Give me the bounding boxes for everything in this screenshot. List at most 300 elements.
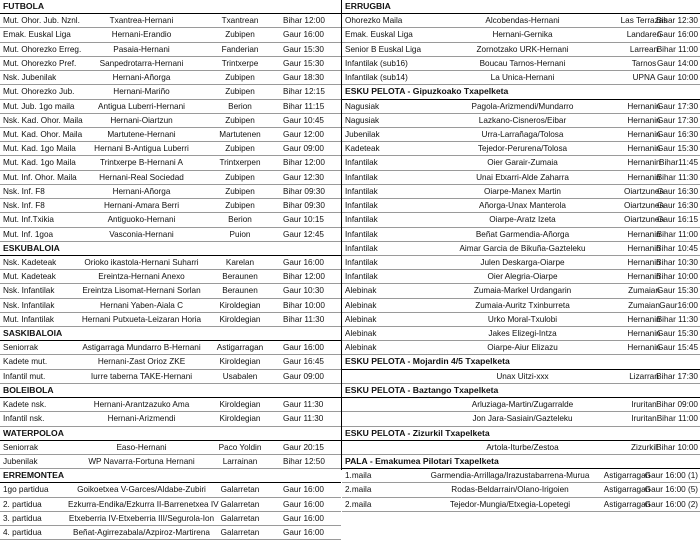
fixture-time: Gaur 15:30 — [283, 58, 324, 68]
fixture-category: Infantilak — [345, 158, 378, 168]
fixture-row — [342, 228, 700, 242]
fixture-venue: Zubipen — [225, 186, 255, 196]
fixture-category: 2.maila — [345, 485, 372, 495]
fixture-teams: Hernani B-Antigua Luberri — [94, 144, 189, 154]
fixture-teams: Antigua Luberri-Hernani — [98, 101, 185, 111]
fixture-venue: Usabalen — [222, 371, 258, 381]
fixture-row — [342, 185, 700, 199]
section-title: PALA - Emakumea Pilotari Txapelketa — [345, 456, 499, 466]
fixture-venue: Hernanin — [627, 272, 661, 282]
fixture-venue: Larrean — [629, 44, 659, 54]
fixture-category: Kadete nsk. — [3, 400, 47, 410]
fixture-teams: Easo-Hernani — [116, 442, 167, 452]
section-title: ESKU PELOTA - Baztango Txapelketa — [345, 384, 499, 395]
fixture-time: Gaur 16:00 — [657, 30, 698, 40]
fixture-row — [342, 114, 700, 128]
fixture-teams: Julen Deskarga-Oiarpe — [480, 257, 565, 267]
section-title: ESKU PELOTA - Gipuzkoako Txapelketa — [345, 86, 509, 97]
fixture-time: Gaur 11:30 — [283, 400, 324, 410]
fixture-row — [0, 483, 341, 497]
fixture-teams: Hernani-Real Sociedad — [99, 172, 184, 182]
fixture-time: Gaur 15:30 — [657, 329, 698, 339]
fixture-row — [0, 185, 341, 199]
section-header-waterpoloa — [0, 427, 341, 441]
right-column — [342, 0, 700, 509]
fixture-teams: Tejedor-Perurena/Tolosa — [477, 144, 568, 154]
fixture-time: Gaur 17:30 — [657, 115, 698, 125]
fixture-venue: Lizarran — [629, 371, 659, 381]
section-title: WATERPOLOA — [3, 427, 64, 438]
fixture-teams: Trintxerpe B-Hernani A — [100, 158, 183, 168]
fixture-venue: Oiartzunen — [623, 186, 665, 196]
section-header-erremontea — [0, 469, 341, 483]
fixture-row — [342, 213, 700, 227]
fixture-teams: Oiarpe-Manex Martin — [484, 186, 561, 196]
fixture-row — [342, 469, 700, 483]
fixture-time: Gaur 16:00 — [283, 257, 324, 267]
fixture-time: Bihar 10:00 — [283, 300, 325, 310]
fixture-category: Mut. Ohor. Jub. Nznl. — [3, 16, 80, 26]
fixture-row — [0, 512, 341, 526]
fixture-time: Gaur 16:45 — [283, 357, 324, 367]
fixture-venue: Berion — [228, 215, 252, 225]
fixture-category: Nsk. Inf. F8 — [3, 186, 45, 196]
fixture-time: Bihar11:45 — [659, 158, 698, 168]
fixture-venue: Hernanin — [627, 144, 661, 154]
fixture-row — [0, 313, 341, 327]
fixture-row — [0, 142, 341, 156]
fixture-teams: Hernani-Añorga — [112, 73, 171, 83]
fixture-venue: Kiroldegian — [219, 414, 261, 424]
fixture-teams: Hernani-Erandio — [111, 30, 172, 40]
fixture-time: Gaur 16:30 — [657, 186, 698, 196]
fixture-row — [342, 128, 700, 142]
fixture-category: Senior B Euskal Liga — [345, 44, 422, 54]
section-title: FUTBOLA — [3, 1, 45, 11]
fixture-teams: Txantrea-Hernani — [109, 16, 174, 26]
fixture-time: Gaur 16:00 — [283, 528, 324, 538]
fixture-row — [0, 498, 341, 512]
fixture-venue: Galarretan — [220, 528, 260, 538]
fixture-row — [0, 299, 341, 313]
section-header-errugbia — [342, 0, 700, 14]
fixture-row — [342, 370, 700, 384]
fixture-teams: Beñat Garmendia-Añorga — [475, 229, 570, 239]
fixture-time: Bihar 09:30 — [283, 186, 325, 196]
fixture-venue: Astigarragan — [603, 471, 651, 481]
fixture-row — [342, 483, 700, 497]
fixture-teams: Martutene-Hernani — [107, 129, 176, 139]
fixture-time: Gaur 11:30 — [283, 414, 324, 424]
fixture-category: 2.maila — [345, 499, 372, 509]
fixture-category: 1.maila — [345, 471, 372, 481]
fixture-row — [0, 228, 341, 242]
section-title: SASKIBALOIA — [3, 328, 63, 339]
fixture-venue: Trintxerpe — [221, 58, 259, 68]
fixture-teams: Arluziaga-Martin/Zugarralde — [471, 400, 574, 410]
fixture-venue: Kiroldegian — [219, 400, 261, 410]
fixture-venue: UPNA — [632, 73, 656, 83]
fixture-teams: Hernani Yaben-Aiala C — [100, 300, 183, 310]
fixture-row — [0, 526, 341, 540]
fixture-category: Alebinak — [345, 329, 377, 339]
fixture-row — [0, 156, 341, 170]
fixture-row — [0, 355, 341, 369]
fixture-teams: Hernani-Gernika — [492, 30, 553, 40]
fixture-category: Infantilak — [345, 257, 378, 267]
fixture-teams: Artola-Iturbe/Zestoa — [486, 442, 559, 452]
fixture-teams: Orioko ikastola-Hernani Suharri — [84, 257, 199, 267]
fixture-category: Infantilak — [345, 186, 378, 196]
fixture-venue: Hernanin — [627, 329, 661, 339]
fixture-time: Bihar 10:30 — [656, 257, 698, 267]
fixture-row — [342, 242, 700, 256]
fixture-venue: Martutenen — [219, 129, 261, 139]
fixture-venue: Hernanin — [627, 343, 661, 353]
fixture-teams: Jon Jara-Sasiain/Gazteleku — [472, 414, 573, 424]
fixture-teams: Hernani-Arizmendi — [107, 414, 176, 424]
fixture-venue: Iruritan — [631, 414, 657, 424]
fixture-teams: Ezkurra-Endika/Ezkurra II-Barrenetxea IV — [68, 499, 219, 509]
fixture-category: Alebinak — [345, 286, 377, 296]
fixture-venue: Zumaian — [628, 300, 660, 310]
fixture-teams: Ereintza-Hernani Anexo — [98, 272, 185, 282]
fixture-venue: Kiroldegian — [219, 314, 261, 324]
fixture-venue: Txantrean — [221, 16, 259, 26]
fixture-venue: Zizurkil — [631, 442, 657, 452]
fixture-row — [0, 57, 341, 71]
fixture-time: Gaur 16:00 — [283, 499, 324, 509]
fixture-category: Mut. Inf. Ohor. Maila — [3, 172, 77, 182]
fixture-category: Kadete mut. — [3, 357, 48, 367]
fixture-time: Bihar 17:30 — [656, 371, 698, 381]
fixture-category: Infantilak (sub14) — [345, 73, 408, 83]
fixture-category: Nagusiak — [345, 101, 380, 111]
fixture-time: Gaur 16:30 — [657, 129, 698, 139]
fixture-teams: Antiguoko-Hernani — [107, 215, 176, 225]
fixture-time: Gaur 16:00 — [283, 485, 324, 495]
fixture-teams: Urko Moral-Txulobi — [487, 314, 558, 324]
fixture-time: Bihar 12:50 — [283, 457, 325, 466]
fixture-time: Bihar 12:15 — [283, 87, 325, 97]
section-header-pala-emakumea-pilotari-txapelketa — [342, 455, 700, 469]
fixture-row — [342, 142, 700, 156]
fixture-category: Nsk. Kad. Ohor. Maila — [3, 115, 83, 125]
fixture-venue: Galarretan — [220, 513, 260, 523]
fixture-category: Infantilak — [345, 172, 378, 182]
fixture-teams: Etxeberria IV-Etxeberria III/Segurola-Ion — [68, 513, 215, 523]
fixture-row — [0, 370, 341, 384]
fixture-venue: Galarretan — [220, 499, 260, 509]
fixture-category: Emak. Euskal Liga — [3, 30, 71, 40]
fixture-category: Infantilak — [345, 229, 378, 239]
fixture-row — [342, 14, 700, 28]
fixture-teams: Añorga-Unax Manterola — [479, 201, 566, 211]
fixture-row — [0, 441, 341, 455]
fixture-venue: Hernanin — [627, 158, 661, 168]
fixture-row — [0, 85, 341, 99]
fixture-teams: Unai Etxarri-Alde Zaharra — [476, 172, 569, 182]
fixture-category: Mut. Jub. 1go maila — [3, 101, 75, 111]
fixture-category: Nsk. Infantilak — [3, 300, 55, 310]
fixture-category: Mut. Infantilak — [3, 314, 54, 324]
fixture-venue: Zubipen — [225, 172, 255, 182]
fixture-row — [342, 28, 700, 42]
section-title: ESKU PELOTA - Mojardin 4/5 Txapelketa — [345, 356, 510, 367]
fixture-row — [342, 313, 700, 327]
fixture-row — [0, 128, 341, 142]
fixture-teams: Aimar Garcia de Bikuña-Gazteleku — [459, 243, 586, 253]
fixture-teams: Ereintza Lisomat-Hernani Sorlan — [82, 286, 201, 296]
fixture-time: Gaur 17:30 — [657, 101, 698, 111]
fixture-time: Bihar 09:30 — [283, 201, 325, 211]
fixture-row — [0, 284, 341, 298]
fixture-time: Bihar 11:30 — [656, 172, 698, 182]
fixture-teams: Oier Garair-Zumaia — [487, 158, 558, 168]
fixture-category: Mut. Inf.Txikia — [3, 215, 54, 225]
fixture-teams: Hernani-Oiartzun — [110, 115, 173, 125]
fixture-row — [342, 71, 700, 85]
fixture-row — [342, 299, 700, 313]
fixture-row — [0, 412, 341, 426]
fixture-venue: Zubipen — [225, 144, 255, 154]
fixture-time: Gaur 16:00 (2) — [644, 499, 698, 509]
fixture-time: Bihar 10:00 — [656, 272, 698, 282]
fixture-category: Mut. Kad. Ohor. Maila — [3, 129, 83, 139]
fixture-row — [342, 398, 700, 412]
fixture-time: Bihar 11:30 — [283, 314, 325, 324]
fixture-category: Nsk. Inf. F8 — [3, 201, 45, 211]
fixture-teams: Sanpedrotarra-Hernani — [99, 58, 184, 68]
section-title: ESKU PELOTA - Zizurkil Txapelketa — [345, 427, 490, 438]
fixture-teams: Rodas-Beldarrain/Olano-Irigoien — [451, 485, 569, 495]
fixture-category: Mut. Inf. 1goa — [3, 229, 54, 239]
section-header-esku-pelota-zizurkil-txapelketa — [342, 427, 700, 441]
fixture-row — [0, 256, 341, 270]
fixture-teams: Tejedor-Mungia/Etxegia-Lopetegi — [449, 499, 571, 509]
fixture-teams: Hernani-Mariño — [113, 87, 170, 97]
fixture-category: 1go partidua — [3, 485, 49, 495]
fixture-time: Gaur 09:00 — [283, 371, 324, 381]
fixture-venue: Tarnos — [631, 58, 657, 68]
fixture-category: Infantilak — [345, 243, 378, 253]
section-header-esku-pelota-baztango-txapelketa — [342, 384, 700, 398]
fixture-category: Emak. Euskal Liga — [345, 30, 413, 40]
fixture-venue: Iruritan — [631, 400, 657, 410]
fixture-category: 3. partidua — [3, 513, 42, 523]
fixture-time: Bihar 10:00 — [656, 442, 698, 452]
fixture-venue: Fanderian — [221, 44, 259, 54]
fixture-time: Bihar 09:00 — [656, 400, 698, 410]
fixture-row — [342, 441, 700, 455]
fixture-venue: Karelan — [225, 257, 255, 267]
fixture-category: 2. partidua — [3, 499, 42, 509]
fixture-teams: Hernani-Arantzazuko Ama — [93, 400, 190, 410]
fixture-teams: Hernani Putxueta-Leizaran Horia — [81, 314, 202, 324]
fixture-time: Bihar 11:00 — [656, 414, 698, 424]
fixture-row — [0, 455, 341, 469]
section-header-futbola — [0, 0, 341, 14]
fixture-venue: Hernanin — [627, 129, 661, 139]
fixture-teams: Unax Uitzi-xxx — [496, 371, 549, 381]
fixture-category: Mut. Kadeteak — [3, 272, 56, 282]
fixture-time: Gaur 15:30 — [657, 144, 698, 154]
fixture-venue: Hernanin — [627, 257, 661, 267]
section-header-saskibaloia — [0, 327, 341, 341]
fixture-row — [342, 43, 700, 57]
fixture-row — [342, 498, 700, 512]
fixture-venue: Hernanin — [627, 172, 661, 182]
fixture-row — [0, 341, 341, 355]
fixture-category: Nagusiak — [345, 115, 380, 125]
fixture-venue: Larrainan — [222, 457, 258, 466]
fixture-time: Bihar 11:00 — [656, 44, 698, 54]
fixture-category: Alebinak — [345, 343, 377, 353]
fixture-venue: Zubipen — [225, 201, 255, 211]
fixture-row — [0, 199, 341, 213]
fixture-time: Gaur 09:00 — [283, 144, 324, 154]
fixture-venue: Zumaian — [628, 286, 660, 296]
left-column — [0, 0, 342, 538]
fixture-teams: Beñat-Agirrezabala/Azpiroz-Martirena — [73, 528, 210, 538]
fixture-teams: Hernani-Zast Orioz ZKE — [97, 357, 186, 367]
fixture-teams: Zumaia-Markel Urdangarin — [473, 286, 572, 296]
fixture-category: Seniorrak — [3, 343, 39, 353]
fixture-category: Mut. Ohorezko Pref. — [3, 58, 77, 68]
fixture-row — [342, 100, 700, 114]
fixture-venue: Oiartzunen — [623, 201, 665, 211]
fixture-time: Gaur 10:45 — [283, 115, 324, 125]
fixture-venue: Trintxerpen — [219, 158, 261, 168]
fixture-venue: Hernanin — [627, 243, 661, 253]
section-title: BOLEIBOLA — [3, 384, 54, 395]
fixture-teams: Jakes Elizegi-Intza — [488, 329, 557, 339]
fixture-time: Gaur 14:00 — [657, 58, 698, 68]
section-header-eskubaloia — [0, 242, 341, 256]
fixture-teams: Iurre taberna TAKE-Hernani — [90, 371, 193, 381]
fixture-row — [342, 270, 700, 284]
fixture-teams: Pasaia-Hernani — [113, 44, 170, 54]
fixture-time: Gaur16:00 — [659, 300, 698, 310]
fixture-teams: Boucau Tarnos-Hernani — [479, 58, 566, 68]
fixture-time: Gaur 10:15 — [283, 215, 324, 225]
fixture-teams: Hernani-Amara Berri — [103, 201, 180, 211]
fixture-time: Gaur 12:30 — [283, 172, 324, 182]
fixture-venue: Paco Yoldin — [218, 442, 262, 452]
fixture-venue: Kiroldegian — [219, 300, 261, 310]
fixture-time: Gaur 16:00 (1) — [644, 471, 698, 481]
fixture-teams: Hernani-Añorga — [112, 186, 171, 196]
fixture-time: Bihar 11:30 — [656, 314, 698, 324]
fixture-category: Seniorrak — [3, 442, 39, 452]
fixture-teams: Oier Alegria-Oiarpe — [487, 272, 558, 282]
fixture-row — [342, 284, 700, 298]
fixture-time: Gaur 15:30 — [283, 44, 324, 54]
fixture-time: Gaur 16:15 — [657, 215, 698, 225]
fixture-row — [0, 100, 341, 114]
fixture-row — [342, 171, 700, 185]
fixture-time: Gaur 16:00 (5) — [644, 485, 698, 495]
fixture-time: Gaur 16:00 — [283, 513, 324, 523]
fixture-teams: Garmendia-Arrillaga/Irazustabarrena-Murua — [430, 471, 590, 481]
fixture-teams: Oiarpe-Aiur Elizazu — [487, 343, 558, 353]
fixture-row — [342, 156, 700, 170]
fixture-category: Infantil nsk. — [3, 414, 45, 424]
fixture-row — [342, 256, 700, 270]
fixture-time: Bihar 12:00 — [283, 158, 325, 168]
fixture-venue: Zubipen — [225, 30, 255, 40]
fixture-category: Alebinak — [345, 300, 377, 310]
fixture-time: Gaur 12:45 — [283, 229, 324, 239]
fixture-category: Infantilak (sub16) — [345, 58, 408, 68]
fixture-venue: Kiroldegian — [219, 357, 261, 367]
fixture-time: Gaur 15:45 — [657, 343, 698, 353]
fixture-category: Jubenilak — [345, 129, 380, 139]
fixture-venue: Beraunen — [222, 272, 258, 282]
fixture-category: Ohorezko Maila — [345, 16, 403, 26]
fixture-category: Kadeteak — [345, 144, 380, 154]
fixture-teams: Lazkano-Cisneros/Eibar — [478, 115, 567, 125]
fixture-teams: La Unica-Hernani — [490, 73, 555, 83]
fixture-venue: Puion — [229, 229, 251, 239]
fixture-venue: Las Terrazas — [620, 16, 668, 26]
fixture-venue: Zubipen — [225, 73, 255, 83]
fixture-row — [0, 14, 341, 28]
section-header-esku-pelota-gipuzkoako-txapelketa — [342, 85, 700, 99]
fixture-row — [342, 327, 700, 341]
fixture-venue: Hernanin — [627, 115, 661, 125]
fixture-teams: Zumaia-Auritz Txinburreta — [475, 300, 570, 310]
fixture-category: 4. partidua — [3, 528, 42, 538]
fixture-row — [0, 270, 341, 284]
fixture-venue: Hernanin — [627, 101, 661, 111]
fixture-venue: Astigarragan — [603, 499, 651, 509]
fixture-venue: Astigarragan — [216, 343, 264, 353]
fixture-category: Mut. Kad. 1go Maila — [3, 144, 76, 154]
fixture-time: Bihar 11:00 — [656, 229, 698, 239]
fixture-time: Gaur 15:30 — [657, 286, 698, 296]
section-header-esku-pelota-mojardin-4-5-txapelketa — [342, 355, 700, 369]
fixture-category: Infantilak — [345, 272, 378, 282]
fixture-time: Bihar 12:30 — [656, 16, 698, 26]
fixture-time: Gaur 10:00 — [657, 73, 698, 83]
fixture-venue: Landaren — [626, 30, 662, 40]
fixture-teams: Goikoetxea V-Garces/Aldabe-Zubiri — [77, 485, 206, 495]
fixture-teams: Astigarraga Mundarro B-Hernani — [82, 343, 201, 353]
fixture-row — [0, 171, 341, 185]
fixture-category: Mut. Ohorezko Erreg. — [3, 44, 82, 54]
fixture-venue: Hernanin — [627, 229, 661, 239]
fixture-row — [342, 199, 700, 213]
fixture-venue: Berion — [228, 101, 252, 111]
fixture-venue: Zubipen — [225, 87, 255, 97]
section-title: ERRUGBIA — [345, 1, 391, 11]
fixture-category: Nsk. Infantilak — [3, 286, 55, 296]
fixture-venue: Astigarragan — [603, 485, 651, 495]
fixture-venue: Zubipen — [225, 115, 255, 125]
fixture-venue: Hernanin — [627, 314, 661, 324]
fixture-time: Gaur 16:00 — [283, 343, 324, 353]
fixture-teams: Oiarpe-Aratz Izeta — [489, 215, 556, 225]
fixture-category: Alebinak — [345, 314, 377, 324]
section-header-boleibola — [0, 384, 341, 398]
fixture-time: Gaur 20:15 — [283, 442, 324, 452]
fixture-teams: Zornotzako URK-Hernani — [476, 44, 569, 54]
fixture-row — [0, 71, 341, 85]
fixture-time: Gaur 12:00 — [283, 129, 324, 139]
fixture-venue: Oiartzunen — [623, 215, 665, 225]
fixture-teams: Pagola-Arizmendi/Mundarro — [471, 101, 574, 111]
